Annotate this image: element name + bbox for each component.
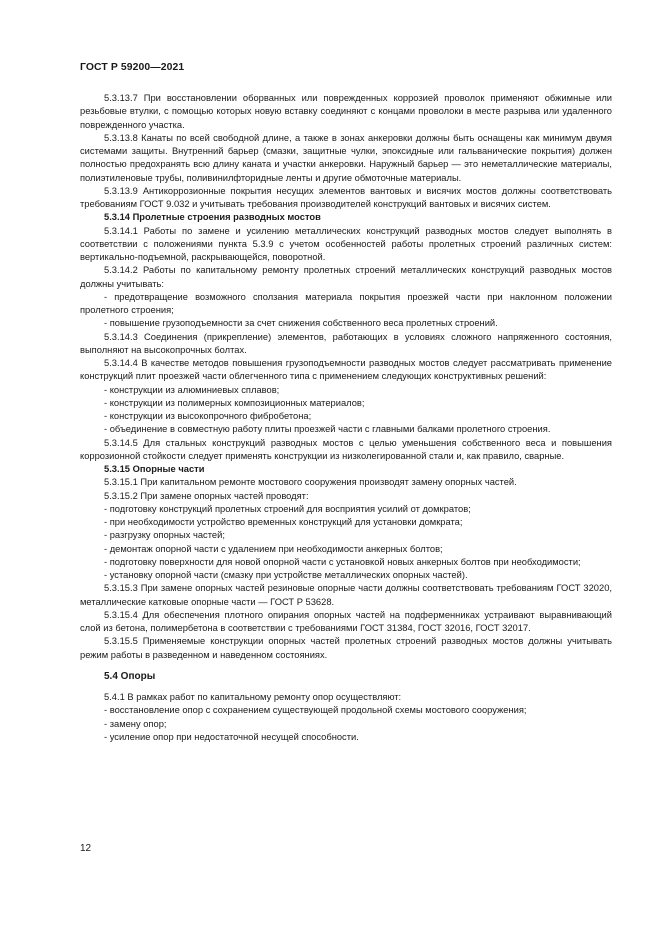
paragraph-5-3-13-9: 5.3.13.9 Антикоррозионные покрытия несущих элементов вантовых и висячих мостов должны соответствовать требованиям ГОСТ 9.032 и учитывать требования производителей конструкций вантовых и висячих систем. bbox=[80, 185, 612, 209]
section-heading-5-4: 5.4 Опоры bbox=[104, 670, 156, 682]
list-item: - разгрузку опорных частей; bbox=[104, 530, 225, 541]
paragraph-5-3-15-5: 5.3.15.5 Применяемые конструкции опорных частей пролетных строений разводных мостов должны учитывать режим работы в разведенном и наведенном состояниях. bbox=[80, 636, 612, 660]
document-header: ГОСТ Р 59200—2021 bbox=[80, 62, 185, 73]
paragraph-5-3-15-3: 5.3.15.3 При замене опорных частей резиновые опорные части должны соответствовать требованиям ГОСТ 32020, металлические катковые опорные части — ГОСТ Р 53628. bbox=[80, 583, 612, 607]
page-number: 12 bbox=[80, 843, 92, 854]
list-item: - восстановление опор с сохранением существующей продольной схемы мостового сооружения; bbox=[104, 705, 527, 716]
paragraph-5-3-13-8: 5.3.13.8 Канаты по всей свободной длине, а также в зонах анкеровки должны быть оснащены как минимум двумя системами защиты. Внутренний барьер (смазки, защитные чулки, эпоксидные или гальванические покрытия) должен полностью предохранять всю длину каната и участки анкеровки. Наружный барьер — это неметаллические материалы, полиэтиленовые трубы, поливинилфторидные ленты и другие обмоточные материалы. bbox=[80, 132, 612, 183]
heading-5-3-15: 5.3.15 Опорные части bbox=[104, 464, 205, 474]
paragraph-5-4-1: 5.4.1 В рамках работ по капитальному ремонту опор осуществляют: bbox=[104, 692, 402, 702]
paragraph-5-3-14-3: 5.3.14.3 Соединения (прикрепление) элементов, работающих в условиях сложного напряженного состояния, выполняют на высокопрочных болтах. bbox=[80, 331, 612, 355]
paragraph-5-3-14-5: 5.3.14.5 Для стальных конструкций разводных мостов с целью уменьшения собственного веса и повышения коррозионной стойкости следует применять конструкции из низколегированной стали и, как правило, сварные. bbox=[80, 437, 612, 461]
list-item: - подготовку поверхности для новой опорной части с установкой новых анкерных болтов при необходимости; bbox=[104, 556, 581, 567]
list-item: - установку опорной части (смазку при устройстве металлических опорных частей). bbox=[104, 570, 468, 580]
paragraph-5-3-15-2: 5.3.15.2 При замене опорных частей проводят: bbox=[104, 490, 309, 501]
list-item: - объединение в совместную работу плиты проезжей части с главными балками пролетного строения. bbox=[104, 424, 551, 435]
list-item: - конструкции из полимерных композиционных материалов; bbox=[104, 397, 365, 408]
paragraph-5-3-14-2: 5.3.14.2 Работы по капитальному ремонту пролетных строений металлических конструкций разводных мостов должны учитывать: bbox=[80, 265, 612, 289]
list-item: - замену опор; bbox=[104, 718, 167, 729]
list-item: - повышение грузоподъемности за счет снижения собственного веса пролетных строений. bbox=[104, 318, 498, 329]
paragraph-5-3-13-7: 5.3.13.7 При восстановлении оборванных или поврежденных коррозией проволок применяют обжимные или резьбовые втулки, с помощью которых новую вставку соединяют с концами проволоки в месте разрыва или удаленного поврежденного участка. bbox=[80, 93, 612, 130]
list-item: - усиление опор при недостаточной несущей способности. bbox=[104, 731, 359, 742]
list-item: - демонтаж опорной части с удалением при необходимости анкерных болтов; bbox=[104, 543, 443, 554]
paragraph-5-3-15-4: 5.3.15.4 Для обеспечения плотного опирания опорных частей на подферменниках устраивают выравнивающий слой из бетона, полимербетона в соответствии с требованиями ГОСТ 31384, ГОСТ 32016, ГОСТ 32017. bbox=[80, 609, 612, 633]
paragraph-5-3-15-1: 5.3.15.1 При капитальном ремонте мостового сооружения производят замену опорных частей. bbox=[104, 477, 517, 488]
list-item: - предотвращение возможного сползания материала покрытия проезжей части при наклонном положении пролетного строения; bbox=[80, 291, 612, 315]
list-item: - конструкции из алюминиевых сплавов; bbox=[104, 384, 280, 395]
list-item: - конструкции из высокопрочного фибробетона; bbox=[104, 411, 312, 421]
list-item: - при необходимости устройство временных конструкций для установки домкрата; bbox=[104, 517, 463, 527]
paragraph-5-3-14-1: 5.3.14.1 Работы по замене и усилению металлических конструкций разводных мостов следует выполнять в соответствии с положениями пункта 5.3.9 с учетом особенностей работы пролетных строений различных систем: вертикально-подъемной, раскрывающейся, поворотной. bbox=[80, 225, 612, 262]
heading-5-3-14: 5.3.14 Пролетные строения разводных мостов bbox=[104, 212, 321, 223]
paragraph-5-3-14-4: 5.3.14.4 В качестве методов повышения грузоподъемности разводных мостов следует рассматривать применение конструкций плит проезжей части облегченного типа с применением следующих конструктивных решений: bbox=[80, 358, 612, 382]
document-body bbox=[80, 92, 612, 744]
list-item: - подготовку конструкций пролетных строений для восприятия усилий от домкратов; bbox=[104, 503, 471, 514]
